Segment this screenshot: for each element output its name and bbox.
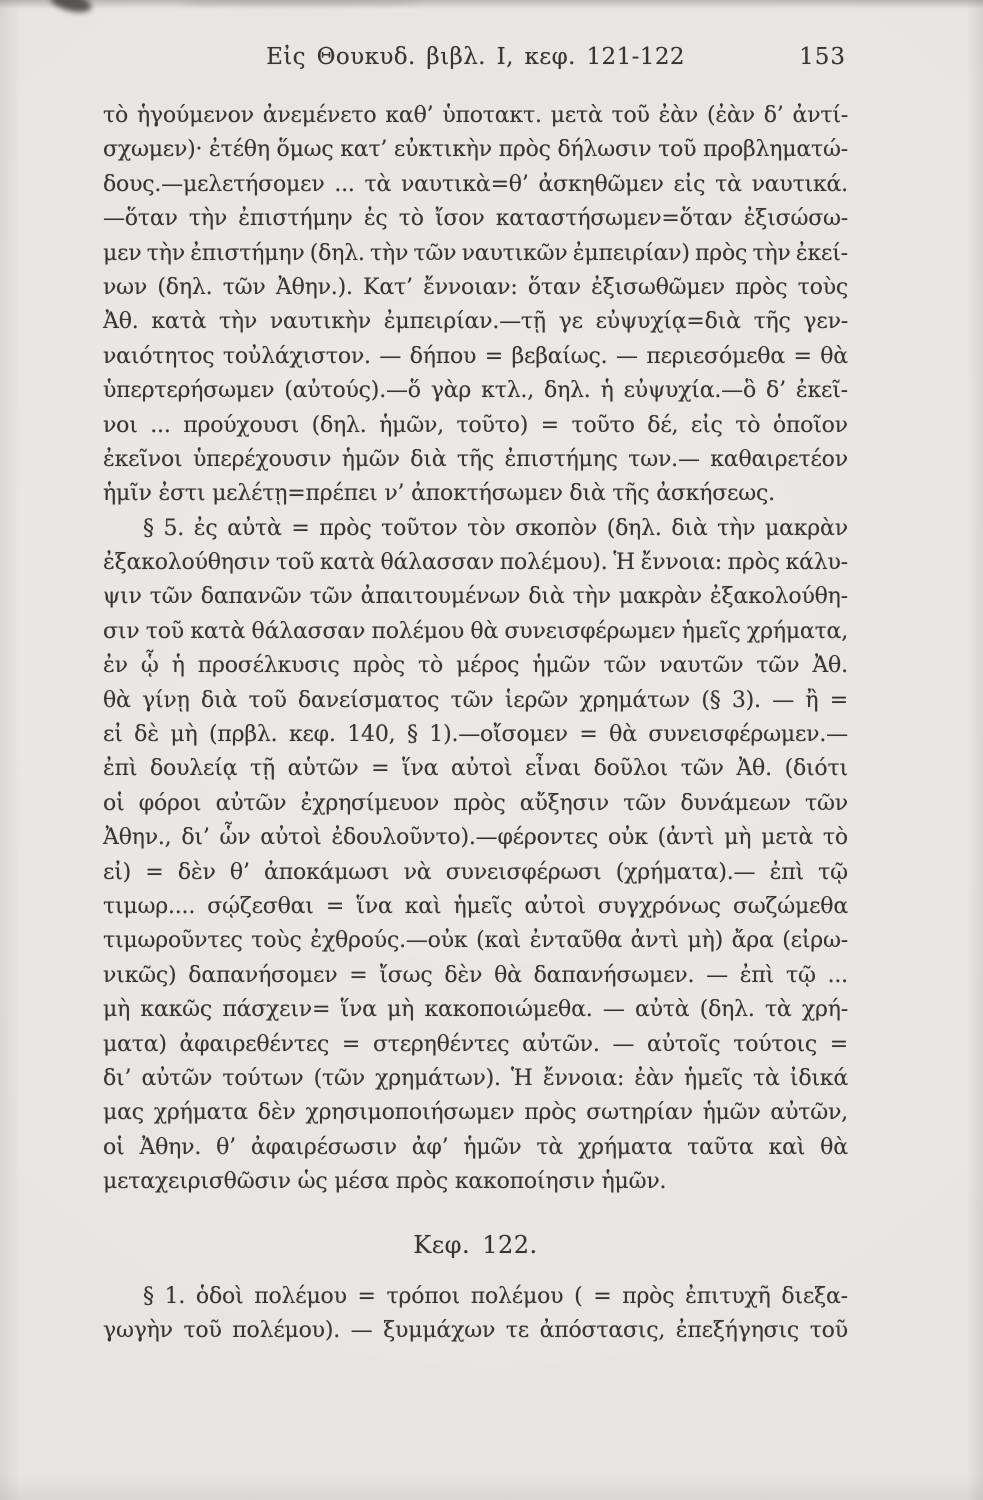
- text-line: τιμωροῦντες τοὺς ἐχθρούς.—οὐκ (καὶ ἐνταῦθα ἀντὶ μὴ) ἄρα (εἰρω-: [103, 928, 848, 954]
- text-line: ἐν ᾧ ἡ προσέλκυσις πρὸς τὸ μέρος ἡμῶν τῶν ναυτῶν τῶν Ἀθ.: [103, 653, 848, 679]
- text-line: μας χρήματα δὲν χρησιμοποιήσωμεν πρὸς σωτηρίαν ἡμῶν αὐτῶν,: [103, 1100, 848, 1126]
- page-number: 153: [799, 44, 846, 70]
- text-line: δι’ αὐτῶν τούτων (τῶν χρημάτων). Ἡ ἔννοια: ἐὰν ἡμεῖς τὰ ἰδικά: [103, 1065, 848, 1091]
- text-line: σχωμεν)· ἐτέθη ὅμως κατ’ εὐκτικὴν πρὸς δήλωσιν τοῦ προβληματώ-: [103, 137, 848, 163]
- text-line: γωγὴν τοῦ πολέμου). — ξυμμάχων τε ἀπόστασις, ἐπεξήγησις τοῦ: [103, 1317, 848, 1343]
- running-head: [103, 42, 848, 72]
- text-line: μὴ κακῶς πάσχειν= ἵνα μὴ κακοποιώμεθα. — αὐτὰ (δηλ. τὰ χρή-: [103, 997, 848, 1023]
- text-line: Ἀθ. κατὰ τὴν ναυτικὴν ἐμπειρίαν.—τῇ γε εὐψυχίᾳ=διὰ τῆς γεν-: [103, 309, 848, 335]
- running-head-title: Εἰς Θουκυδ. βιβλ. Ι, κεφ. 121-122: [266, 44, 685, 70]
- text-line: § 1. ὁδοὶ πολέμου = τρόποι πολέμου ( = πρὸς ἐπιτυχῆ διεξα-: [143, 1283, 848, 1309]
- paragraph: [103, 512, 848, 1200]
- text-line: σιν τοῦ κατὰ θάλασσαν πολέμου θὰ συνεισφέρωμεν ἡμεῖς χρήματα,: [103, 618, 848, 644]
- text-line: οἱ Ἀθην. θ’ ἀφαιρέσωσιν ἀφ’ ἡμῶν τὰ χρήματα ταῦτα καὶ θὰ: [103, 1134, 848, 1160]
- text-line: νικῶς) δαπανήσομεν = ἴσως δὲν θὰ δαπανήσωμεν. — ἐπὶ τῷ ...: [103, 962, 848, 988]
- text-line: ὑπερτερήσωμεν (αὐτούς).—ὅ γὰρ κτλ., δηλ. ἡ εὐψυχία.—ὃ δ’ ἐκεῖ-: [103, 378, 848, 404]
- chapter-heading: Κεφ. 122.: [413, 1230, 538, 1259]
- text-line: ἡμῖν ἐστι μελέτῃ=πρέπει ν’ ἀποκτήσωμεν διὰ τῆς ἀσκήσεως.: [103, 481, 775, 507]
- scan-streak-artifact: [180, 0, 420, 4]
- text-line: —ὅταν τὴν ἐπιστήμην ἐς τὸ ἴσον καταστήσωμεν=ὅταν ἐξισώσω-: [103, 206, 848, 232]
- text-line: μεν τὴν ἐπιστήμην (δηλ. τὴν τῶν ναυτικῶν ἐμπειρίαν) πρὸς τὴν ἐκεί-: [103, 240, 848, 266]
- text-line: ἐξακολούθησιν τοῦ κατὰ θάλασσαν πολέμου). Ἡ ἔννοια: πρὸς κάλυ-: [103, 550, 848, 576]
- text-line: ἐκεῖνοι ὑπερέχουσιν ἡμῶν διὰ τῆς ἐπιστήμης των.— καθαιρετέον: [103, 446, 848, 472]
- text-line: νοι ... προύχουσι (δηλ. ἡμῶν, τοῦτο) = τοῦτο δέ, εἰς τὸ ὁποῖον: [103, 412, 848, 438]
- scan-smudge-artifact: [49, 0, 94, 16]
- text-line: εἰ) = δὲν θ’ ἀποκάμωσι νὰ συνεισφέρωσι (χρήματα).— ἐπὶ τῷ: [103, 859, 848, 885]
- text-line: ναιότητος τοὐλάχιστον. — δήπου = βεβαίως. — περιεσόμεθα = θὰ: [103, 343, 848, 369]
- paragraph: [103, 99, 848, 512]
- text-line: δους.—μελετήσομεν ... τὰ ναυτικὰ=θ’ ἀσκηθῶμεν εἰς τὰ ναυτικά.: [103, 171, 848, 197]
- text-line: ψιν τῶν δαπανῶν τῶν ἀπαιτουμένων διὰ τὴν μακρὰν ἐξακολούθη-: [103, 584, 848, 610]
- text-line: νων (δηλ. τῶν Ἀθην.). Κατ’ ἔννοιαν: ὅταν ἐξισωθῶμεν πρὸς τοὺς: [103, 274, 848, 300]
- text-line: εἰ δὲ μὴ (πρβλ. κεφ. 140, § 1).—οἴσομεν = θὰ συνεισφέρωμεν.—: [103, 722, 848, 748]
- page-body: [103, 99, 848, 1348]
- text-line: μεταχειρισθῶσιν ὡς μέσα πρὸς κακοποίησιν ἡμῶν.: [103, 1169, 667, 1195]
- paragraph: [103, 1280, 848, 1349]
- text-line: τὸ ἡγούμενον ἀνεμένετο καθ’ ὑποτακτ. μετὰ τοῦ ἐὰν (ἐὰν δ’ ἀντί-: [103, 103, 848, 128]
- text-line: οἱ φόροι αὐτῶν ἐχρησίμευον πρὸς αὔξησιν τῶν δυνάμεων τῶν: [103, 790, 848, 816]
- text-line: θὰ γίνῃ διὰ τοῦ δανείσματος τῶν ἱερῶν χρημάτων (§ 3). — ἢ =: [103, 687, 848, 713]
- text-line: τιμωρ.... σῴζεσθαι = ἵνα καὶ ἡμεῖς αὐτοὶ συγχρόνως σωζώμεθα: [103, 893, 848, 919]
- text-line: § 5. ἐς αὐτὰ = πρὸς τοῦτον τὸν σκοπὸν (δηλ. διὰ τὴν μακρὰν: [143, 515, 848, 541]
- text-line: Ἀθην., δι’ ὧν αὐτοὶ ἐδουλοῦντο).—φέροντες οὐκ (ἀντὶ μὴ μετὰ τὸ: [103, 825, 848, 851]
- text-line: ματα) ἀφαιρεθέντες = στερηθέντες αὐτῶν. — αὐτοῖς τούτοις =: [103, 1031, 848, 1057]
- text-line: ἐπὶ δουλείᾳ τῇ αὑτῶν = ἵνα αὐτοὶ εἶναι δοῦλοι τῶν Ἀθ. (διότι: [103, 756, 848, 782]
